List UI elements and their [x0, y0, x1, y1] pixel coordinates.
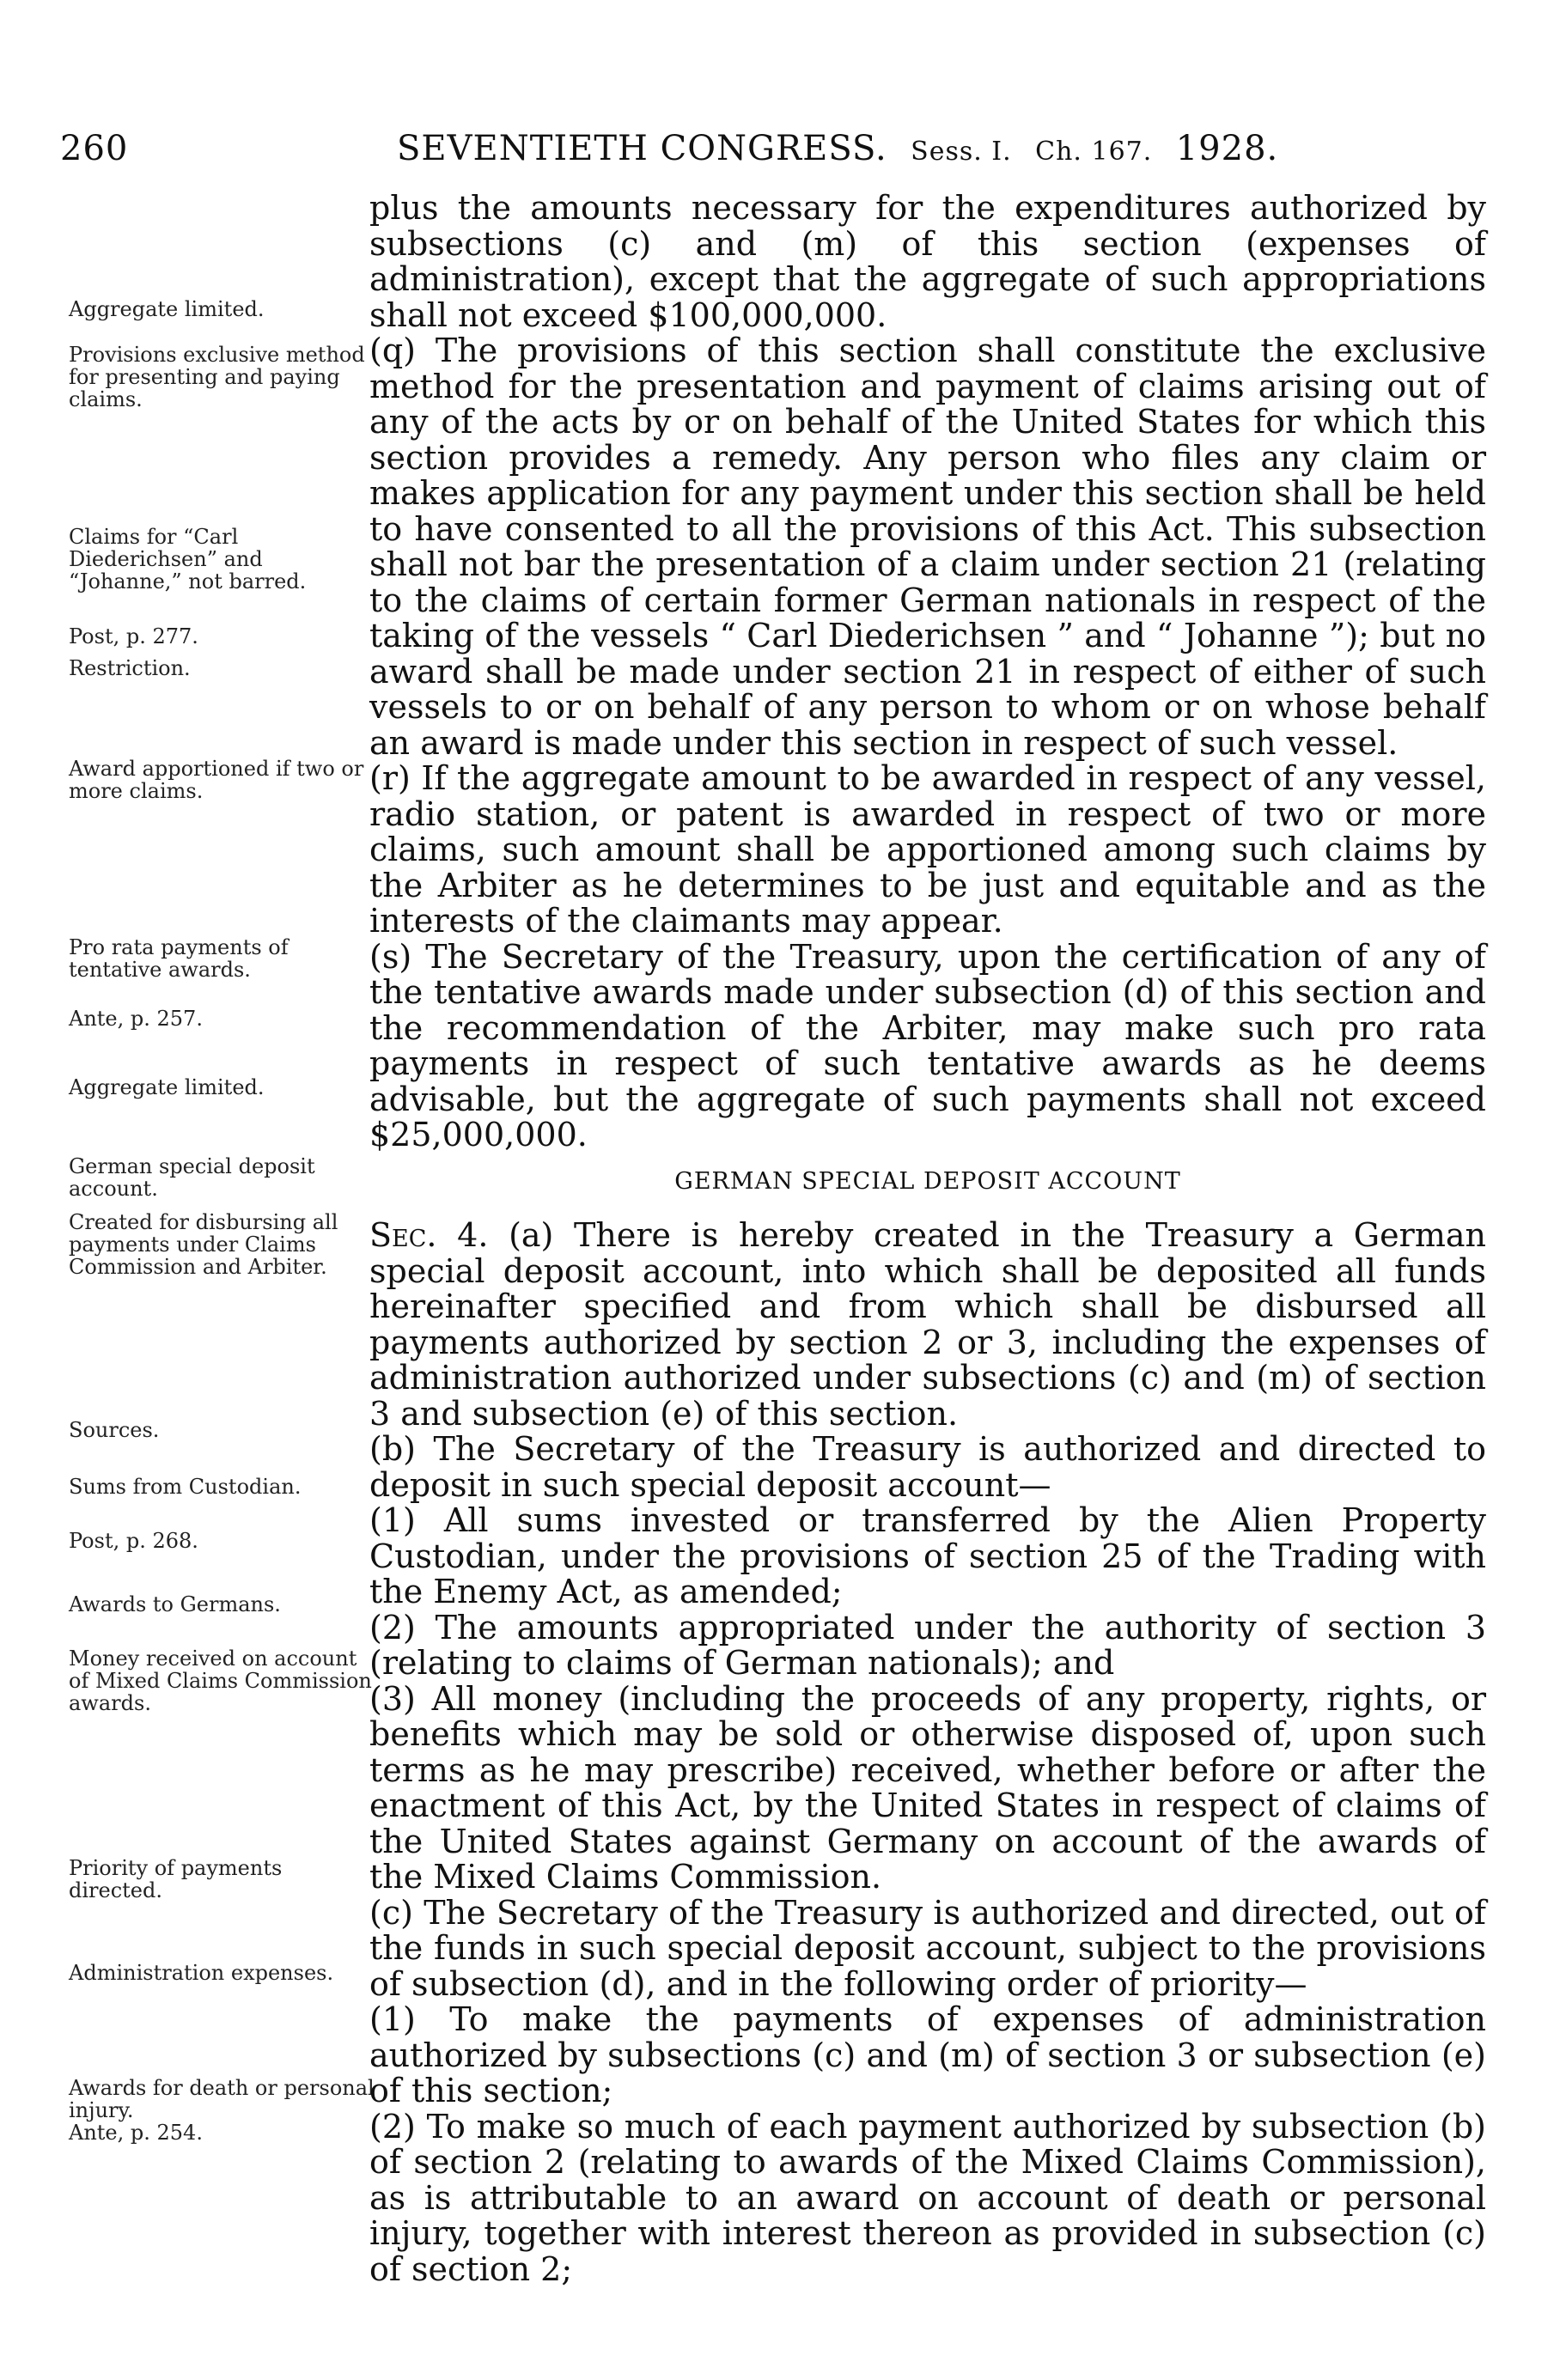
year-label: 1928.	[1175, 129, 1279, 168]
margin-note: Post, p. 268.	[69, 1529, 198, 1553]
margin-note: Awards to Germans.	[69, 1592, 281, 1616]
margin-note: Pro rata payments of tentative awards.	[69, 935, 289, 982]
section-heading: GERMAN SPECIAL DEPOSIT ACCOUNT	[674, 1167, 1181, 1195]
margin-note: Post, p. 277.	[69, 624, 198, 648]
section-4-a	[369, 1218, 1486, 1432]
page-number: 260	[60, 129, 129, 168]
margin-note: Money received on account of Mixed Claims Commission awards.	[69, 1647, 372, 1715]
margin-note: Claims for “Carl Diederichsen” and “Johanne,” not barred.	[69, 525, 307, 593]
subsection-b: (b) The Secretary of the Treasury is authorized and directed to deposit in such special deposit account—	[369, 1430, 1486, 1504]
margin-note: Administration expenses.	[69, 1961, 334, 1985]
subsection-r: (r) If the aggregate amount to be awarded in respect of any vessel, radio station, or patent is awarded in respect of two or more claims, such amount shall be apportioned among such claims by the Arbiter as he determines to be just and equitable and as the interests of the claimants may appear.	[369, 759, 1486, 940]
margin-note: Ante, p. 257.	[69, 1007, 203, 1031]
main-text	[369, 191, 1486, 2287]
margin-note: Restriction.	[69, 656, 191, 680]
paragraph-b3: (3) All money (including the proceeds of any property, rights, or benefits which may be sold or otherwise disposed of, upon such terms as he may prescribe) received, whether before or after the enactment of this Act, by the United States in respect of claims of the United States against Germany on account of the awards of the Mixed Claims Commission.	[369, 1679, 1486, 1896]
subsection-q: (q) The provisions of this section shall constitute the exclusive method for the presentation and payment of claims arising out of any of the acts by or on behalf of the United States for which this section provides a remedy. Any person who files any claim or makes application for any payment under this section shall be held to have consented to all the provisions of this Act. This subsection shall not bar the presentation of a claim under section 21 (relating to the claims of certain former German nationals in respect of the taking of the vessels “ Carl Diederichsen ” and “ Johanne ”); but no award shall be made under section 21 in respect of either of such vessels to or on behalf of any person to whom or on whose behalf an award is made under this section in respect of such vessel.	[369, 332, 1486, 762]
paragraph-b1: (1) All sums invested or transferred by the Alien Property Custodian, under the provisions of section 25 of the Trading with the Enemy Act, as amended;	[369, 1501, 1486, 1610]
congress-title: SEVENTIETH CONGRESS.	[397, 129, 887, 168]
subsection-c: (c) The Secretary of the Treasury is authorized and directed, out of the funds in such special deposit account, subject to the provisions of subsection (d), and in the following order of priority—	[369, 1893, 1486, 2003]
margin-note: Awards for death or personal injury.	[69, 2076, 375, 2122]
margin-note: Ante, p. 254.	[69, 2121, 203, 2145]
section-4-a-text: (a) There is hereby created in the Treasury a German special deposit account, into which shall be deposited all funds hereinafter specified and from which shall be disbursed all payments authorized by section 2 or 3, including the expenses of administration authorized under subsections (c) and (m) of section 3 and subsection (e) of this section.	[369, 1216, 1486, 1433]
margin-note: Sources.	[69, 1418, 160, 1442]
margin-note: Created for disbursing all payments under Claims Commission and Arbiter.	[69, 1210, 338, 1279]
margin-note: Provisions exclusive method for presenting and paying claims.	[69, 343, 365, 411]
margin-note: Aggregate limited.	[69, 297, 265, 321]
margin-note: Priority of payments directed.	[69, 1856, 283, 1902]
margin-note: German special deposit account.	[69, 1154, 315, 1201]
subsection-s: (s) The Secretary of the Treasury, upon the certification of any of the tentative awards made under subsection (d) of this section and the recommendation of the Arbiter, may make such pro rata payments in respect of such tentative awards as he deems advisable, but the aggregate of such payments shall not exceed $25,000,000.	[369, 937, 1486, 1153]
section-label: Sec. 4.	[369, 1216, 489, 1254]
session-label: Sess. I.	[911, 137, 1012, 167]
chapter-label: Ch. 167.	[1035, 137, 1153, 167]
margin-note: Award apportioned if two or more claims.	[69, 757, 364, 803]
running-title	[397, 129, 1278, 168]
running-header	[60, 129, 1512, 180]
paragraph-c1: (1) To make the payments of expenses of administration authorized by subsections (c) and (m) of section 3 or subsection (e) of this section;	[369, 2000, 1486, 2109]
margin-note: Sums from Custodian.	[69, 1475, 302, 1499]
margin-note: Aggregate limited.	[69, 1075, 265, 1099]
paragraph-continuation: plus the amounts necessary for the expenditures authorized by subsections (c) and (m) of this section (expenses of administration), except that the aggregate of such appropriations shall not exceed $100,000,000.	[369, 189, 1486, 334]
paragraph-c2: (2) To make so much of each payment authorized by subsection (b) of section 2 (relating to awards of the Mixed Claims Commission), as is attributable to an award on account of death or personal injury, together with interest thereon as provided in subsection (c) of section 2;	[369, 2107, 1486, 2288]
paragraph-b2: (2) The amounts appropriated under the authority of section 3 (relating to claims of German nationals); and	[369, 1608, 1486, 1682]
